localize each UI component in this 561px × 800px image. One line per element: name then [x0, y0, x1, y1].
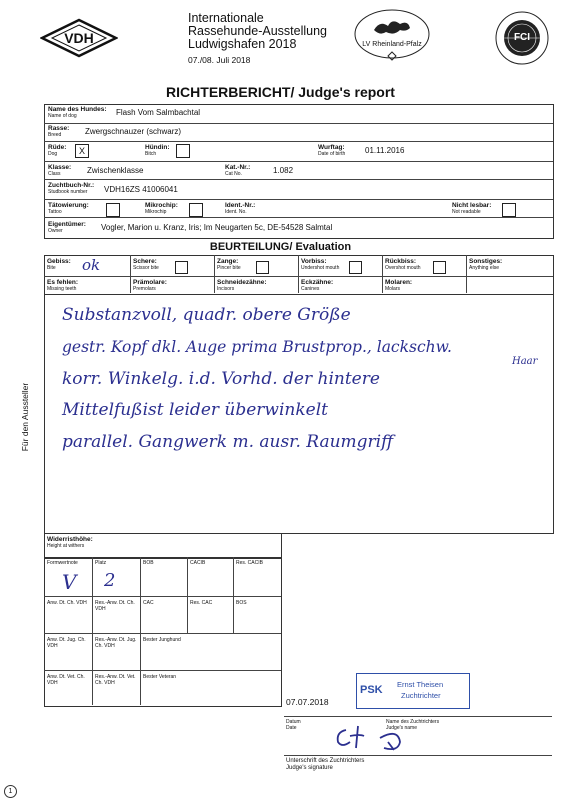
unread-checkbox[interactable]	[502, 203, 516, 217]
fci-logo-text: FCI	[513, 32, 531, 43]
male-label: Rüde: Dog	[48, 144, 67, 157]
studbook-value: VDH16ZS 41006041	[104, 185, 178, 194]
class-value: Zwischenklasse	[87, 166, 144, 175]
header-cacib: CACIB	[190, 560, 206, 566]
date-value: 07.07.2018	[286, 697, 329, 707]
schneidezaehne-label: Schneidezähne: Incisors	[217, 279, 267, 292]
row2-c1: Anw. Dt. Ch. VDH	[47, 600, 87, 606]
chip-label: Mikrochip: Mikrochip	[145, 202, 178, 215]
chip-checkbox[interactable]	[189, 203, 203, 217]
signature-scribble-icon	[318, 720, 428, 756]
dob-value: 01.11.2016	[365, 146, 405, 155]
sonstiges-label: Sonstiges: Anything else	[469, 258, 503, 271]
owner-label: Eigentümer: Owner	[48, 221, 86, 234]
evaluation-title: BEURTEILUNG/ Evaluation	[209, 241, 352, 253]
cat-label: Kat.-Nr.: Cat No.	[225, 164, 251, 177]
gebiss-label: Gebiss: Bite	[47, 258, 71, 271]
lv-rheinland-pfalz-logo	[352, 8, 432, 64]
owner-value: Vogler, Marion u. Kranz, Iris; Im Neugarten 5c, DE-54528 Salmtal	[101, 223, 333, 232]
female-label: Hündin: Bitch	[145, 144, 170, 157]
evaluation-extra-note: Haar	[512, 356, 538, 367]
female-checkbox[interactable]	[176, 144, 190, 158]
row3-c1: Anw. Dt. Jug. Ch. VDH	[47, 637, 86, 649]
lv-dog-emblem-icon	[352, 8, 432, 64]
stamp-title: Zuchtrichter	[401, 691, 441, 700]
hand-platz: 2	[104, 570, 116, 591]
date-label: Datum Date	[286, 719, 301, 731]
header-res-cacib: Res. CACIB	[236, 560, 263, 566]
judge-stamp	[356, 673, 470, 709]
evaluation-line-2: gestr. Kopf dkl. Auge prima Brustprop., lackschw.	[62, 338, 452, 356]
tattoo-label: Tätowierung: Tattoo	[48, 202, 89, 215]
dob-label: Wurftag: Date of birth	[318, 144, 346, 157]
header-bob: BOB	[143, 560, 154, 566]
schere-checkbox[interactable]	[175, 261, 188, 274]
event-title-line-1: Internationale	[188, 11, 264, 25]
breed-label: Rasse: Breed	[48, 125, 70, 138]
event-title	[188, 12, 348, 67]
zange-checkbox[interactable]	[256, 261, 269, 274]
stamp-psk: PSK	[360, 684, 383, 696]
hand-formwert: V	[62, 570, 77, 594]
judge-name-label: Name des Zuchtrichters Judge's name	[386, 719, 440, 731]
side-text: Für den Aussteller	[20, 382, 30, 452]
header-platz: Platz	[95, 560, 107, 566]
judge-signature	[318, 720, 428, 756]
evaluation-line-4: Mittelfußist leider überwinkelt	[62, 400, 328, 420]
row4-c2: Res.-Anw. Dt. Vet. Ch. VDH	[95, 674, 136, 686]
header-formwertnote: Formwertnote	[47, 560, 78, 566]
vdh-logo-text: VDH	[64, 30, 94, 46]
event-title-line-3: Ludwigshafen 2018	[188, 37, 297, 51]
row3-c2: Res.-Anw. Dt. Jug. Ch. VDH	[95, 637, 137, 649]
male-checkbox[interactable]: X	[75, 144, 89, 158]
praemolare-label: Prämolare: Premolars	[133, 279, 167, 292]
name-label: Name des Hundes: Name of dog	[48, 106, 107, 119]
page-number: 1	[4, 785, 17, 798]
evaluation-line-5: parallel. Gangwerk m. ausr. Raumgriff	[62, 432, 394, 452]
studbook-label: Zuchtbuch-Nr.: Studbook number	[48, 182, 95, 195]
vorbiss-checkbox[interactable]	[349, 261, 362, 274]
fci-logo	[494, 10, 550, 66]
vdh-logo	[40, 18, 118, 58]
row2-c5: BOS	[236, 600, 247, 606]
fehlen-label: Es fehlen: Missing teeth	[47, 279, 79, 292]
cat-value: 1.082	[273, 166, 294, 175]
eckzaehne-label: Eckzähne: Canines	[301, 279, 334, 292]
row4-c3: Bester Veteran	[143, 674, 177, 680]
signature-label: Unterschrift des Zuchtrichters Judge's signature	[286, 758, 365, 771]
event-date: 07./08. Juli 2018	[188, 55, 251, 65]
unread-label: Nicht lesbar: Not readable	[452, 202, 492, 215]
molaren-label: Molaren: Molars	[385, 279, 413, 292]
zange-label: Zange: Pincer bite	[217, 258, 241, 271]
event-title-line-2: Rassehunde-Ausstellung	[188, 24, 327, 38]
breed-value: Zwergschnauzer (schwarz)	[85, 127, 182, 136]
vorbiss-label: Vorbiss: Undershot mouth	[301, 258, 340, 271]
gebiss-handwritten: ok	[82, 256, 101, 274]
name-value: Flash Vom Salmbachtal	[116, 108, 201, 117]
ident-label: Ident.-Nr.: Ident. No.	[225, 202, 256, 215]
evaluation-line-3: korr. Winkelg. i.d. Vorhd. der hintere	[62, 369, 380, 389]
report-title: RICHTERBERICHT/ Judge's report	[166, 84, 395, 100]
row4-c1: Anw. Dt. Vet. Ch. VDH	[47, 674, 85, 686]
evaluation-line-1: Substanzvoll, quadr. obere Größe	[62, 305, 351, 325]
row2-c4: Res. CAC	[190, 600, 213, 606]
row2-c2: Res.-Anw. Dt. Ch. VDH	[95, 600, 135, 612]
lv-logo-text: LV Rheinland-Pfalz	[362, 41, 422, 48]
schere-label: Schere: Scissor bite	[133, 258, 159, 271]
class-label: Klasse: Class	[48, 164, 72, 177]
rueckbiss-checkbox[interactable]	[433, 261, 446, 274]
height-label: Widerristhöhe: Height at withers	[47, 536, 93, 549]
row2-c3: CAC	[143, 600, 154, 606]
row3-c3: Bester Junghund	[143, 637, 181, 643]
rueckbiss-label: Rückbiss: Overshot mouth	[385, 258, 421, 271]
tattoo-checkbox[interactable]	[106, 203, 120, 217]
stamp-name: Ernst Theisen	[397, 680, 444, 689]
